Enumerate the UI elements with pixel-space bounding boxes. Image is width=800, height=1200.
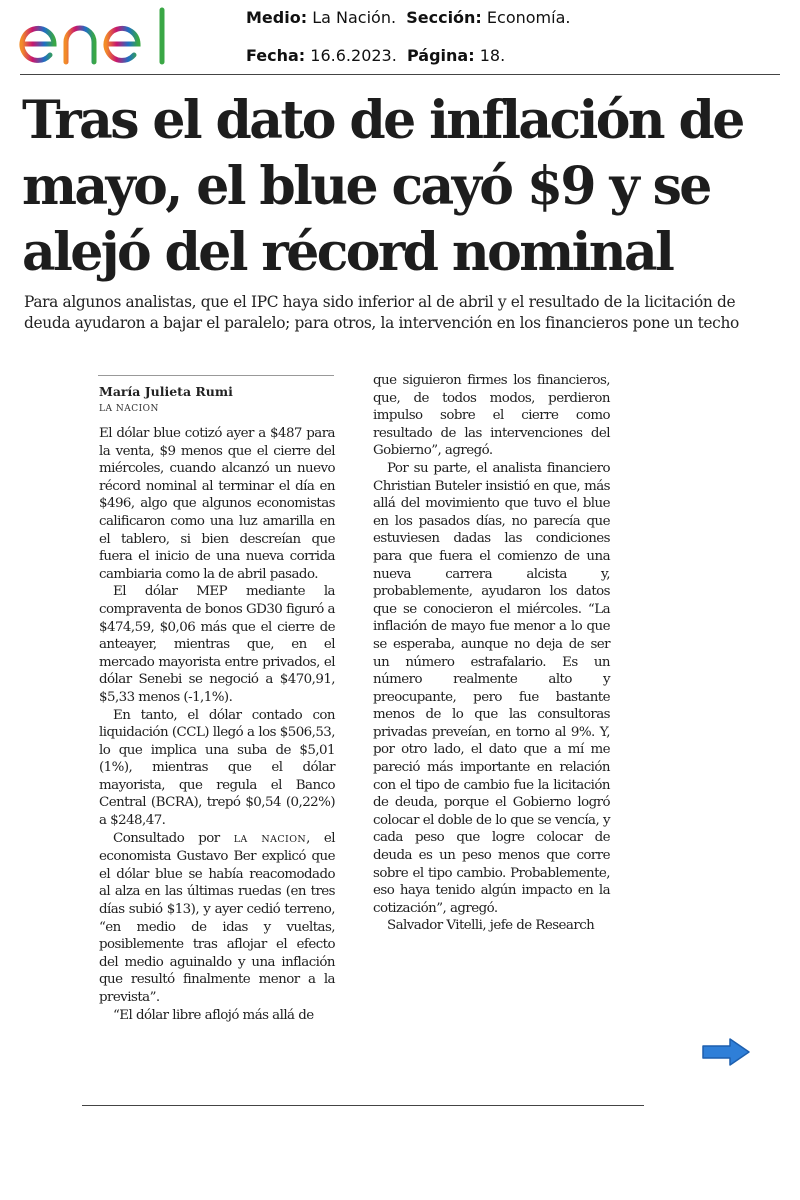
paragraph: Por su parte, el analista financiero Christian Buteler insistió en que, más allá del movimiento que tuvo el blue en los pasados días, no parecía que estuviesen dadas las condiciones para que fuera el comienzo de una nueva carrera alcista y, probablemente, ayudaron los datos que se conocieron el miércoles. “La inflación de mayo fue menor a lo que se esperaba, aunque no deja de ser un número estrafalario. Es un número realmente alto y preocupante, pero fue bastante menos de lo que las consultoras privadas preveían, en torno al 9%. Y, por otro lado, el dato que a mí me pareció más importante en relación con el tipo de cambio fue la licitación de deuda, porque el Gobierno logró colocar el doble de lo que se vencía, y cada peso que logre colocar de deuda es un peso menos que corre sobre el tipo cambio. Probablemente, eso haya tenido algún impacto en la cotización”, agregó.: [373, 460, 610, 916]
headline-line: Tras el dato de inflación de: [22, 90, 743, 151]
medio-label: Medio:: [246, 8, 308, 27]
article-column-2: [373, 372, 610, 935]
meta-line-2: [246, 46, 505, 65]
arrow-right-icon[interactable]: [700, 1036, 752, 1068]
paragraph: “El dólar libre aflojó más allá de: [113, 1007, 314, 1023]
subheadline: [24, 292, 784, 334]
headline: [22, 88, 792, 286]
footer-divider: [82, 1105, 644, 1106]
outlet-mention: LA NACION: [233, 833, 307, 845]
paragraph: Salvador Vitelli, jefe de Research: [387, 918, 595, 934]
paragraph: [99, 830, 335, 1007]
pagina-label: Página:: [406, 46, 475, 65]
seccion-value: Economía.: [486, 8, 571, 27]
paragraph: En tanto, el dólar contado con liquidación (CCL) llegó a los $506,53, lo que implica una suba de $5,01 (1%), mientras que el dólar mayorista, que regula el Banco Central (BCRA), trepó $0,54 (0,22%) a $248,47.: [99, 707, 335, 829]
seccion-label: Sección:: [406, 8, 482, 27]
fecha-value: 16.6.2023.: [310, 46, 397, 65]
meta-line-1: [246, 8, 570, 27]
paragraph: El dólar MEP mediante la compraventa de bonos GD30 figuró a $474,59, $0,06 más que el cierre de anteayer, mientras que, en el mercado mayorista entre privados, el dólar Senebi se negoció a $470,91, $5,33 menos (-1,1%).: [99, 584, 335, 705]
byline-divider: [98, 375, 334, 376]
paragraph: que siguieron firmes los financieros, que, de todos modos, perdieron impulso sobre el cierre como resultado de las intervenciones del Gobierno”, agregó.: [373, 373, 610, 459]
author-outlet: LA NACION: [99, 404, 159, 414]
fecha-label: Fecha:: [246, 46, 306, 65]
author-name: María Julieta Rumi: [99, 384, 233, 399]
subhead-line: Para algunos analistas, que el IPC haya sido inferior al de abril y el resultado de la licitación de: [24, 293, 736, 311]
paragraph: El dólar blue cotizó ayer a $487 para la venta, $9 menos que el cierre del miércoles, cuando alcanzó un nuevo récord nominal al terminar el día en $496, algo que algunos economistas calificaron como una luz amarilla en el tablero, si bien descreían que fuera el inicio de una nueva corrida cambiaria como la de abril pasado.: [99, 426, 335, 582]
pagina-value: 18.: [479, 46, 506, 65]
headline-line: alejó del récord nominal: [22, 222, 673, 283]
header-divider: [20, 74, 780, 75]
paragraph-text: , el economista Gustavo Ber explicó que el dólar blue se había reacomodado al alza en las últimas ruedas (en tres días subió $13), y ayer cedió terreno, “en medio de idas y vueltas, posiblemente tras aflojar el efecto del medio aguinaldo y una inflación que resultó finalmente menor a la prevista”.: [99, 830, 335, 1005]
subhead-line: deuda ayudaron a bajar el paralelo; para otros, la intervención en los financieros pone un techo: [24, 314, 739, 332]
paragraph-text: Consultado por: [113, 830, 220, 846]
headline-line: mayo, el blue cayó $9 y se: [22, 156, 710, 217]
medio-value: La Nación.: [312, 8, 397, 27]
article-column-1: [99, 425, 335, 1024]
enel-logo-icon: [14, 4, 184, 68]
